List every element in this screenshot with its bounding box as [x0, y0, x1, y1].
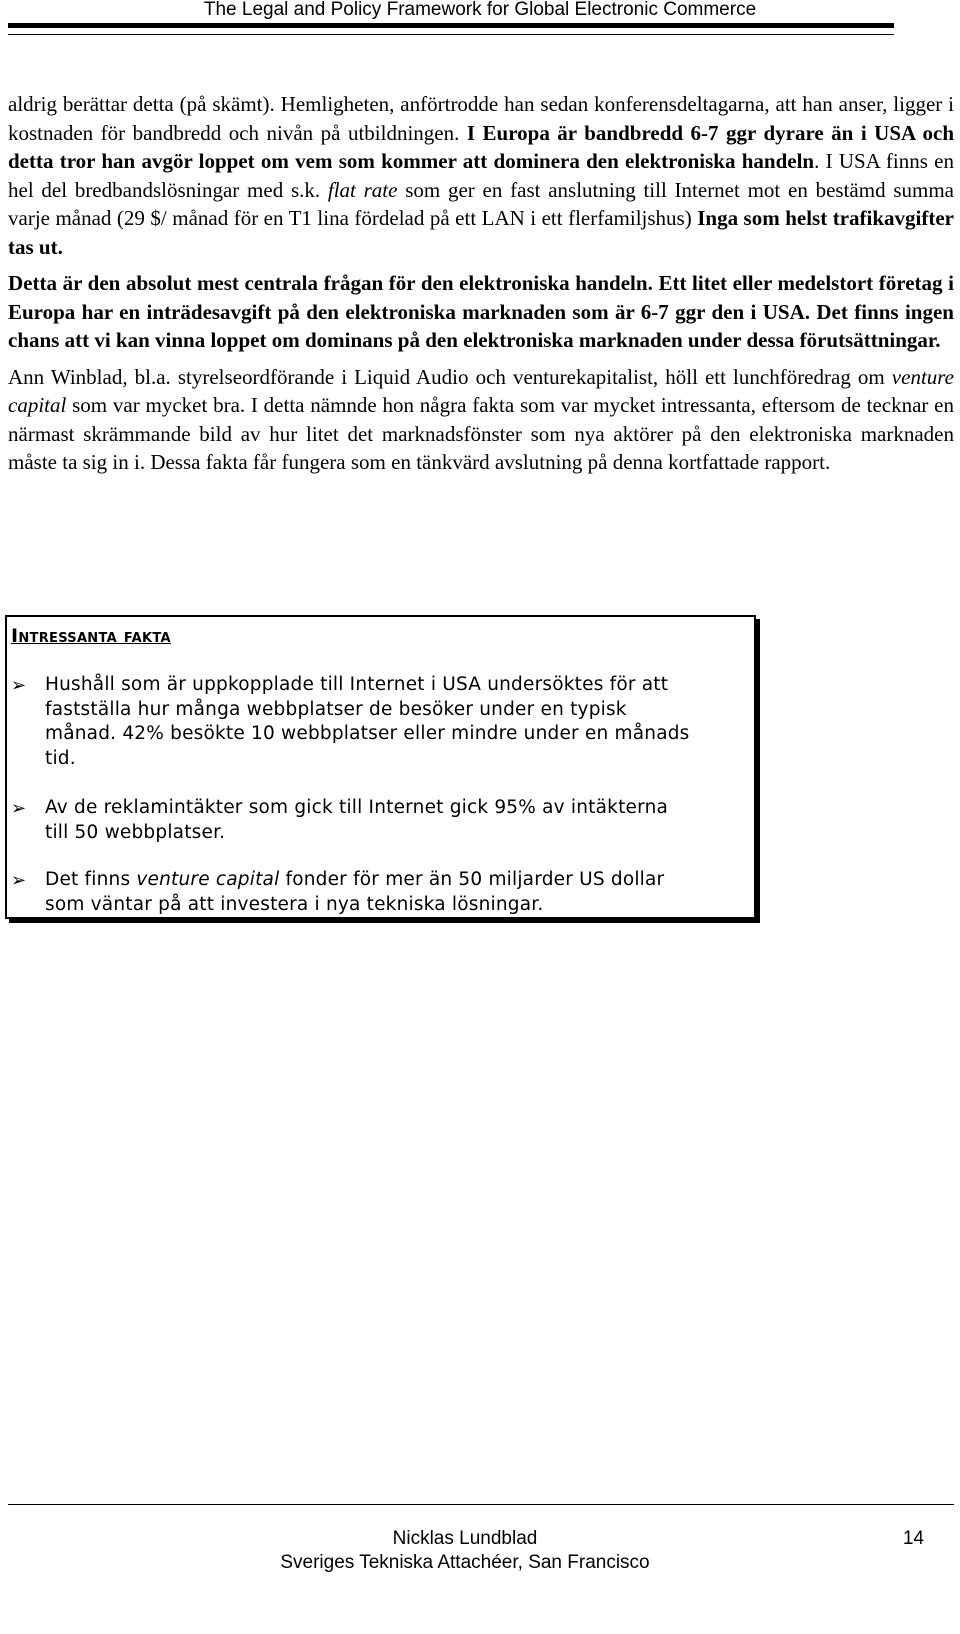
paragraph-ann-winblad: [8, 363, 954, 477]
text-run: som var mycket bra. I detta nämnde hon några fakta som var mycket intressanta, eftersom de tecknar en närmast skrämmande bild av hur litet det marknadsfönster som nya aktörer på den elektroniska marknaden måste ta sig in i. Dessa fakta får fungera som en tänkvärd avslutning på denna kortfattade rapport.: [8, 393, 954, 474]
fact-text: [45, 868, 695, 917]
paragraph-bandwidth: [8, 90, 954, 261]
bold-run: I Europa är bandbredd 6-7 ggr dyrare än i USA och detta tror han avgör loppet om vem som kommer att dominera den elektroniska handeln: [8, 120, 954, 173]
header-rule-thick: [8, 23, 894, 28]
body-text: [8, 90, 954, 485]
facts-box-title: Intressanta fakta: [11, 625, 171, 647]
bold-run: Detta är den absolut mest centrala frågan för den elektroniska handeln. Ett litet eller medelstort företag i Europa har en inträdesavgift på den elektroniska marknaden som är 6-7 ggr den i USA. Det finns ingen chans att vi kan vinna loppet om dominans på den elektroniska marknaden under dessa förutsättningar.: [8, 271, 954, 352]
footer-organization: Sveriges Tekniska Attachéer, San Francisco: [280, 1552, 650, 1573]
text-run: fonder för mer än 50 miljarder US dollar som väntar på att investera i nya tekniska lösningar.: [45, 869, 665, 915]
text-run: Ann Winblad, bl.a. styrelseordförande i Liquid Audio och venturekapitalist, höll ett lunchföredrag om: [8, 364, 892, 389]
text-run: som ger en fast anslutning till Internet mot en bestämd summa varje månad (29 $/ månad för en T1 lina fördelad på ett LAN i ett flerfamiljshus): [8, 177, 954, 230]
header-rule-thin: [8, 34, 894, 35]
text-run: aldrig berättar detta (på skämt). Hemligheten, anförtrodde han sedan konferensdeltagarna, att han anser, ligger i kostnaden för bandbredd och nivån på utbildningen.: [8, 92, 954, 145]
arrow-bullet-icon: ➢: [11, 675, 27, 696]
footer-author: Nicklas Lundblad: [392, 1528, 538, 1549]
bold-run: Inga som helst trafikavgifter tas ut.: [8, 206, 954, 259]
running-header: The Legal and Policy Framework for Global Electronic Commerce: [203, 0, 757, 20]
text-run: . I USA finns en hel del bredbandslösningar med s.k.: [8, 149, 954, 202]
fact-text: Av de reklamintäkter som gick till Internet gick 95% av intäkterna till 50 webbplatser.: [45, 797, 669, 843]
paragraph-central-question: [8, 269, 954, 355]
facts-box: [5, 615, 756, 919]
arrow-bullet-icon: ➢: [11, 870, 27, 891]
footer-rule: [8, 1504, 954, 1505]
italic-run: venture capital: [136, 869, 280, 890]
fact-text: Hushåll som är uppkopplade till Internet i USA undersöktes för att fastställa hur många webbplatser de besöker under en typisk månad. 42% besökte 10 webbplatser eller mindre under en månads tid.: [45, 674, 690, 769]
italic-run: venture capital: [8, 364, 954, 417]
page-number: 14: [902, 1528, 924, 1549]
text-run: Det finns: [45, 869, 137, 890]
arrow-bullet-icon: ➢: [11, 798, 27, 819]
italic-run: flat rate: [327, 177, 398, 202]
